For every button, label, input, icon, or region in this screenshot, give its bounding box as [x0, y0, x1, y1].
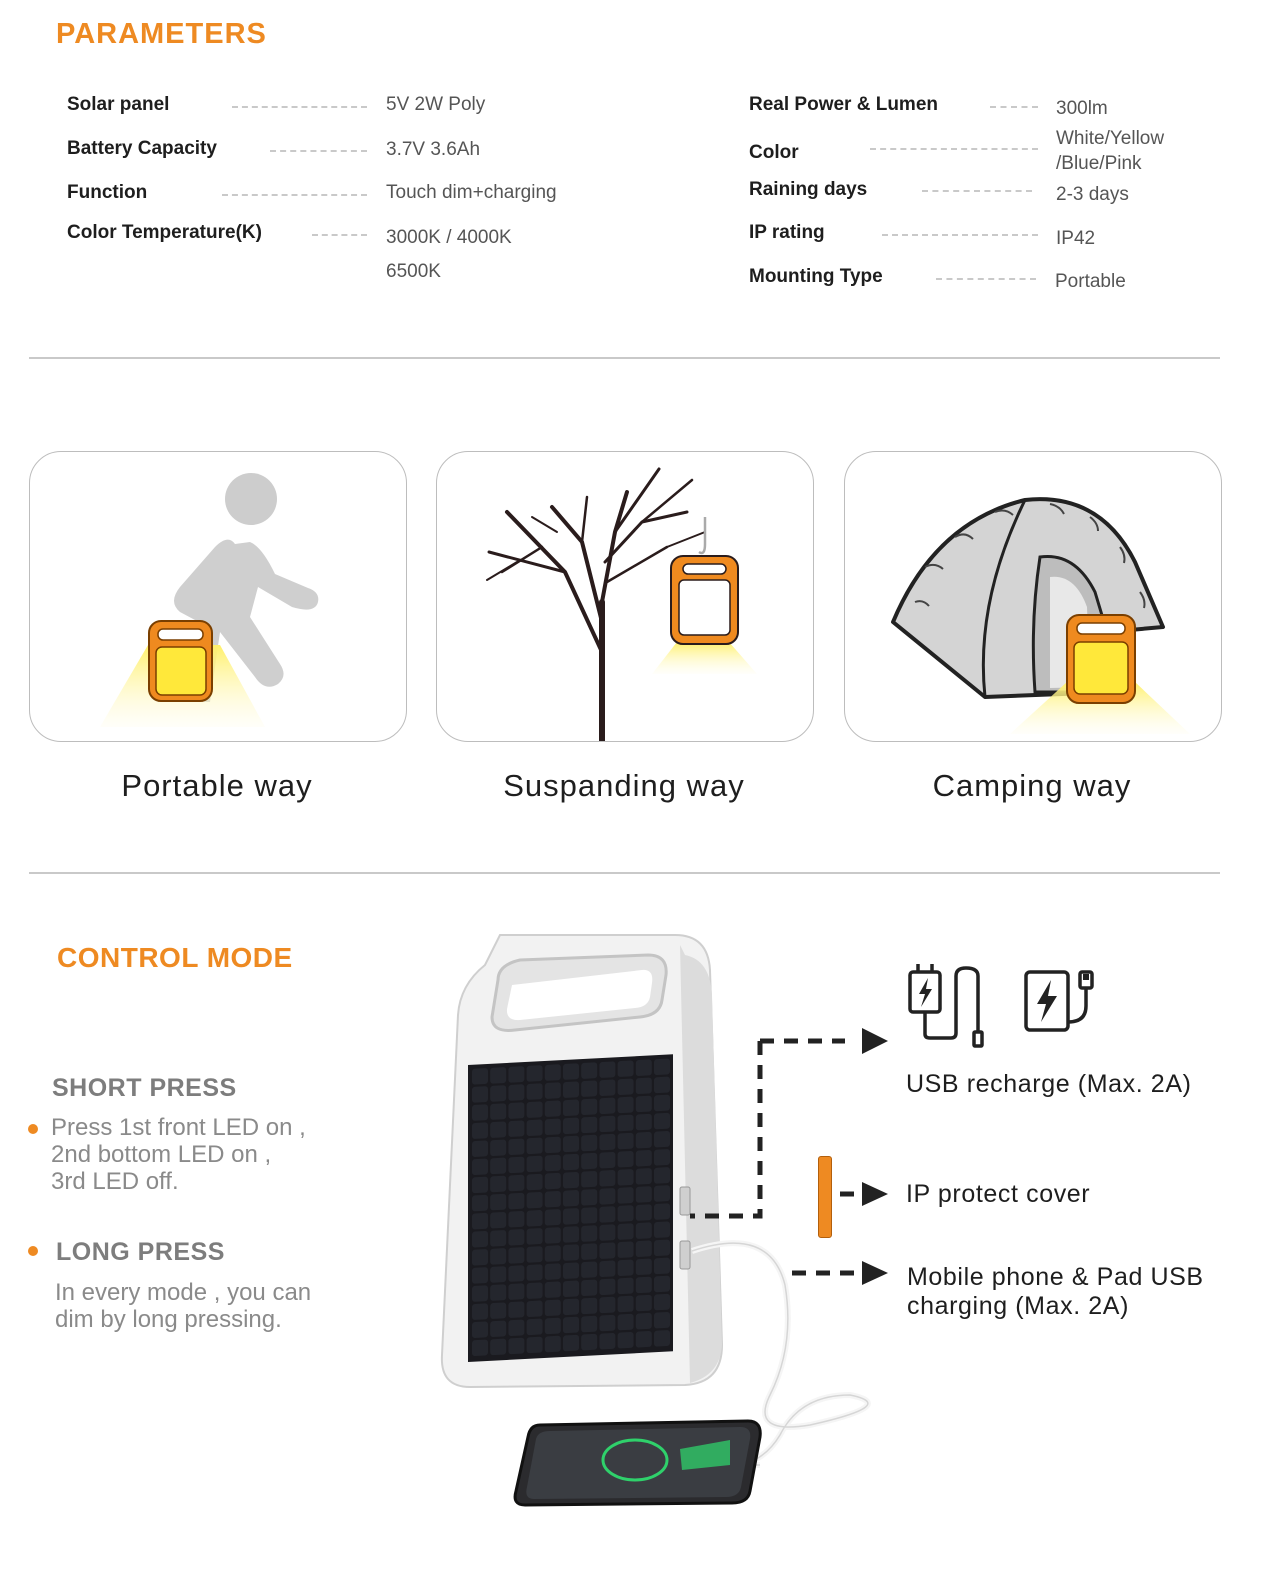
ip-protect-cover-label: IP protect cover	[906, 1180, 1091, 1208]
param-value-mounting-type: Portable	[1055, 271, 1126, 292]
param-value-solar-panel: 5V 2W Poly	[386, 94, 486, 115]
parameters-heading: PARAMETERS	[56, 18, 267, 50]
usb-charging-line: charging (Max. 2A)	[907, 1292, 1129, 1320]
arrow-icon	[862, 1182, 888, 1206]
param-leader	[232, 106, 367, 108]
walking-person-with-lantern-icon	[30, 452, 406, 741]
usb-charging-label	[907, 1263, 1204, 1321]
suspanding-way-card	[436, 451, 814, 742]
param-value-ip-rating: IP42	[1056, 228, 1096, 249]
bullet-icon	[28, 1124, 38, 1134]
param-leader	[222, 194, 367, 196]
camping-way-card	[844, 451, 1222, 742]
arrow-icon	[862, 1261, 888, 1285]
bullet-icon	[28, 1246, 38, 1256]
param-label-real-power: Real Power & Lumen	[749, 94, 938, 115]
param-leader	[922, 190, 1032, 192]
param-label-color: Color	[749, 142, 799, 163]
param-leader	[870, 148, 1038, 150]
section-divider	[29, 357, 1220, 359]
param-leader	[312, 234, 367, 236]
portable-way-card	[29, 451, 407, 742]
short-press-line: 2nd bottom LED on ,	[51, 1141, 272, 1168]
tent-with-lantern-icon	[845, 452, 1221, 741]
power-bank-icon	[1022, 966, 1096, 1048]
short-press-line: 3rd LED off.	[51, 1168, 179, 1195]
usb-charger-icon	[906, 962, 996, 1054]
param-label-battery-capacity: Battery Capacity	[67, 138, 217, 159]
param-value-real-power: 300lm	[1056, 98, 1108, 119]
param-value-function: Touch dim+charging	[386, 182, 557, 203]
connector-arrows	[680, 1020, 910, 1320]
param-leader	[990, 106, 1038, 108]
usb-recharge-label: USB recharge (Max. 2A)	[906, 1070, 1192, 1098]
param-label-color-temperature: Color Temperature(K)	[67, 222, 262, 243]
long-press-text	[55, 1279, 375, 1333]
usb-charging-line: Mobile phone & Pad USB	[907, 1263, 1204, 1291]
arrow-icon	[862, 1028, 888, 1054]
section-divider	[29, 872, 1220, 874]
param-value-color-2: /Blue/Pink	[1056, 153, 1142, 174]
short-press-text	[51, 1114, 371, 1195]
param-label-function: Function	[67, 182, 148, 203]
param-leader	[936, 278, 1036, 280]
param-value-color-temperature-2: 6500K	[386, 261, 441, 282]
param-leader	[882, 234, 1038, 236]
param-leader	[270, 150, 367, 152]
camping-way-caption: Camping way	[932, 768, 1132, 803]
param-value-color-temperature: 3000K / 4000K	[386, 227, 512, 248]
short-press-line: Press 1st front LED on ,	[51, 1114, 306, 1141]
param-label-mounting-type: Mounting Type	[749, 266, 883, 287]
param-label-raining-days: Raining days	[749, 179, 868, 200]
param-label-solar-panel: Solar panel	[67, 94, 170, 115]
param-label-ip-rating: IP rating	[749, 222, 825, 243]
long-press-title: LONG PRESS	[56, 1238, 225, 1266]
param-value-battery-capacity: 3.7V 3.6Ah	[386, 139, 481, 160]
tree-with-hanging-lantern-icon	[437, 452, 813, 741]
suspanding-way-caption: Suspanding way	[503, 768, 745, 803]
smartphone-icon	[515, 1421, 760, 1505]
param-value-raining-days: 2-3 days	[1056, 184, 1129, 205]
param-value-color: White/Yellow	[1056, 128, 1165, 149]
control-mode-heading: CONTROL MODE	[57, 942, 293, 973]
portable-way-caption: Portable way	[121, 768, 313, 803]
long-press-line: dim by long pressing.	[55, 1306, 282, 1333]
long-press-line: In every mode , you can	[55, 1279, 312, 1306]
ip-protect-cover-icon	[818, 1156, 832, 1238]
short-press-title: SHORT PRESS	[52, 1074, 237, 1102]
